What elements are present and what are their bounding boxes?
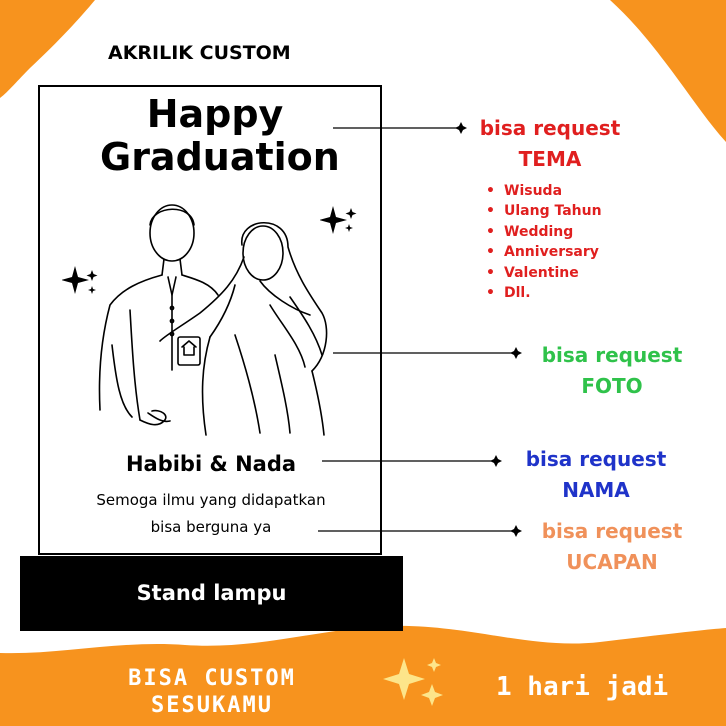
footer-delivery-text: 1 hari jadi [496, 672, 669, 702]
list-item: • Dll. [486, 283, 602, 303]
title-line-1: Happy [146, 92, 284, 136]
couple-names: Habibi & Nada [125, 452, 297, 476]
note-tema [470, 113, 630, 175]
note-ucapan [530, 516, 694, 578]
list-item: • Wedding [486, 222, 602, 242]
list-item: • Wisuda [486, 181, 602, 201]
sparkle-icon [382, 652, 452, 712]
wish-text-line-1: Semoga ilmu yang didapatkan [96, 491, 326, 509]
note-ucapan-line1: bisa request [541, 519, 683, 543]
list-item: • Ulang Tahun [486, 201, 602, 221]
note-tema-line1: bisa request [479, 116, 621, 140]
note-ucapan-line2: UCAPAN [566, 550, 658, 574]
note-nama-line2: NAMA [562, 478, 630, 502]
stand-label: Stand lampu [136, 581, 287, 605]
note-nama-line1: bisa request [525, 447, 667, 471]
note-nama [514, 444, 678, 506]
list-item: • Anniversary [486, 242, 602, 262]
footer-left-line1: BISA CUSTOM [128, 666, 296, 691]
note-foto [530, 340, 694, 402]
title-line-2: Graduation [100, 135, 340, 179]
header-title: AKRILIK CUSTOM [108, 42, 291, 64]
list-item: • Valentine [486, 263, 602, 283]
wish-text-line-2: bisa berguna ya [150, 518, 272, 536]
note-foto-line1: bisa request [541, 343, 683, 367]
note-tema-line2: TEMA [518, 147, 582, 171]
footer-left-line2: SESUKAMU [151, 693, 273, 718]
note-foto-line2: FOTO [581, 374, 643, 398]
footer-custom-text [106, 665, 318, 719]
tema-options-list [486, 181, 602, 303]
